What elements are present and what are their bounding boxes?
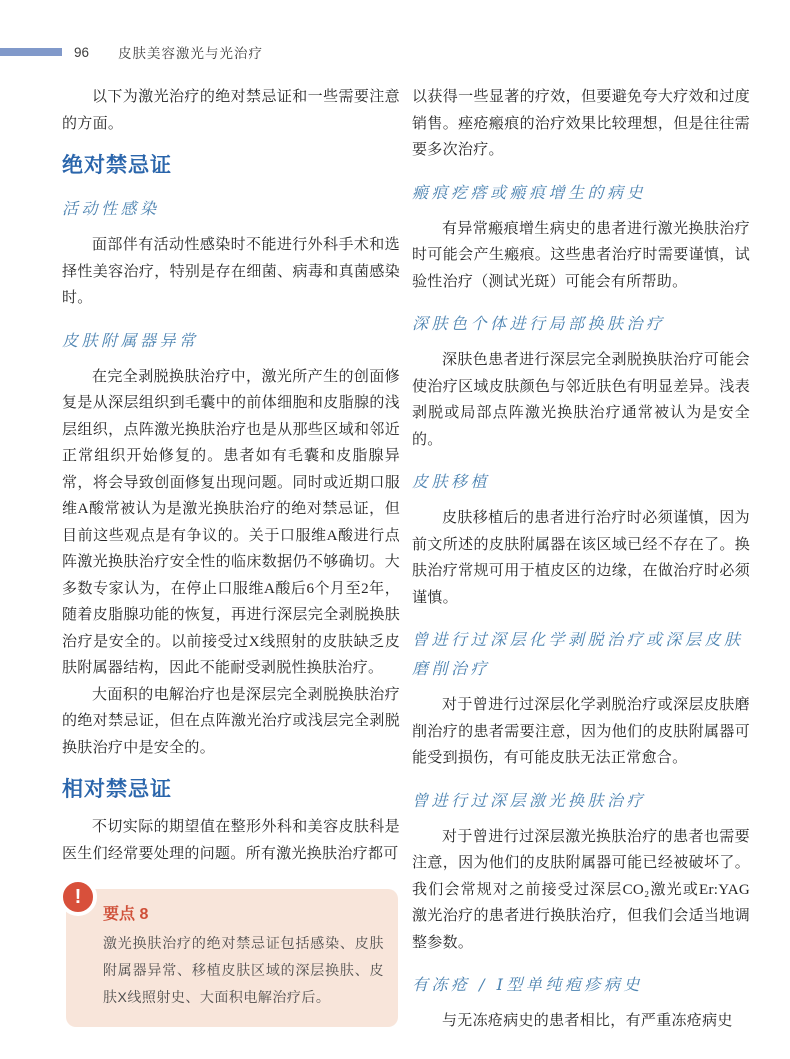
subheading-dark-skin-local-resurfacing: 深肤色个体进行局部换肤治疗: [412, 314, 666, 333]
paragraph-active-infection: 面部伴有活动性感染时不能进行外科手术和选择性美容治疗，特别是存在细菌、病毒和真菌感染时。: [62, 237, 400, 306]
paragraph-skin-appendage-1: 在完全剥脱换肤治疗中，激光所产生的创面修复是从深层组织到毛囊中的前体细胞和皮脂腺的浅层组织，点阵激光换肤治疗也是从那些区域和邻近正常组织开始修复的。患者如有毛囊和皮脂腺异常，将会导致创面修复出现问题。同时或近期口服维A酸常被认为是激光换肤治疗的绝对禁忌证，但目前这些观点是有争议的。关于口服维A酸进行点阵激光换肤治疗安全性的临床数据仍不够确切。大多数专家认为，在停止口服维A酸后6个月至2年，随着皮脂腺功能的恢复，再进行深层完全剥脱换肤治疗是安全的。以前接受过X线照射的皮肤缺乏皮肤附属器结构，因此不能耐受剥脱性换肤治疗。: [62, 368, 400, 676]
keypoint-box: [66, 886, 398, 1027]
header-accent-bar: [0, 48, 62, 56]
subheading-frostbite-herpes-history: 有冻疮 / Ⅰ型单纯疱疹病史: [412, 975, 643, 994]
book-title: 皮肤美容激光与光治疗: [118, 46, 263, 61]
paragraph-prior-deep-laser: 对于曾进行过深层激光换肤治疗的患者也需要注意，因为他们的皮肤附属器可能已经被破坏了。我们会常规对之前接受过深层CO₂激光或Er:YAG激光治疗的患者进行换肤治疗，但我们会适当地调整参数。: [412, 828, 750, 951]
left-column: [62, 84, 400, 1035]
paragraph-skin-graft: 皮肤移植后的患者进行治疗时必须谨慎，因为前文所述的皮肤附属器在该区域已经不存在了。换肤治疗常规可用于植皮区的边缘，在做治疗时必须谨慎。: [412, 510, 750, 606]
running-header: [0, 44, 263, 60]
section-heading-relative-contraindications: 相对禁忌证: [62, 778, 172, 801]
paragraph-prior-chemical-peel: 对于曾进行过深层化学剥脱治疗或深层皮肤磨削治疗的患者需要注意，因为他们的皮肤附属器可能受到损伤，有可能皮肤无法正常愈合。: [412, 697, 750, 766]
paragraph-skin-appendage-2: 大面积的电解治疗也是深层完全剥脱换肤治疗的绝对禁忌证，但在点阵激光治疗或浅层完全剥脱换肤治疗中是安全的。: [62, 686, 400, 756]
subheading-active-infection: 活动性感染: [62, 199, 160, 218]
section-heading-absolute-contraindications: 绝对禁忌证: [62, 154, 172, 177]
keypoint-body: 激光换肤治疗的绝对禁忌证包括感染、皮肤附属器异常、移植皮肤区域的深层换肤、皮肤X线照射史、大面积电解治疗后。: [103, 935, 384, 1005]
paragraph-continued: 以获得一些显著的疗效，但要避免夸大疗效和过度销售。痤疮瘢痕的治疗效果比较理想，但是往往需要多次治疗。: [412, 89, 750, 158]
subheading-skin-graft: 皮肤移植: [412, 472, 491, 491]
subheading-prior-deep-laser-resurfacing: 曾进行过深层激光换肤治疗: [412, 790, 647, 810]
paragraph-frostbite: 与无冻疮病史的患者相比，有严重冻疮病史: [442, 1013, 733, 1029]
page-number: 96: [74, 44, 90, 60]
intro-paragraph: 以下为激光治疗的绝对禁忌证和一些需要注意的方面。: [62, 89, 400, 132]
paragraph-relative-contraindications: 不切实际的期望值在整形外科和美容皮肤科是医生们经常要处理的问题。所有激光换肤治疗都可: [62, 819, 400, 862]
keypoint-title: 要点 8: [103, 906, 149, 923]
subheading-keloid-scar-history: 瘢痕疙瘩或瘢痕增生的病史: [412, 182, 647, 202]
right-column: [412, 84, 750, 1035]
paragraph-dark-skin: 深肤色患者进行深层完全剥脱换肤治疗可能会使治疗区域皮肤颜色与邻近肤色有明显差异。浅表剥脱或局部点阵激光换肤治疗通常被认为是安全的。: [412, 352, 750, 448]
two-column-content: [62, 84, 750, 1035]
subheading-prior-chemical-peel-dermabrasion: 曾进行过深层化学剥脱治疗或深层皮肤磨削治疗: [412, 630, 744, 678]
subheading-skin-appendage-abnormality: 皮肤附属器异常: [62, 330, 199, 350]
exclamation-icon: !: [59, 878, 97, 916]
paragraph-keloid-scar: 有异常瘢痕增生病史的患者进行激光换肤治疗时可能会产生瘢痕。这些患者治疗时需要谨慎，试验性治疗（测试光斑）可能会有所帮助。: [412, 220, 750, 290]
